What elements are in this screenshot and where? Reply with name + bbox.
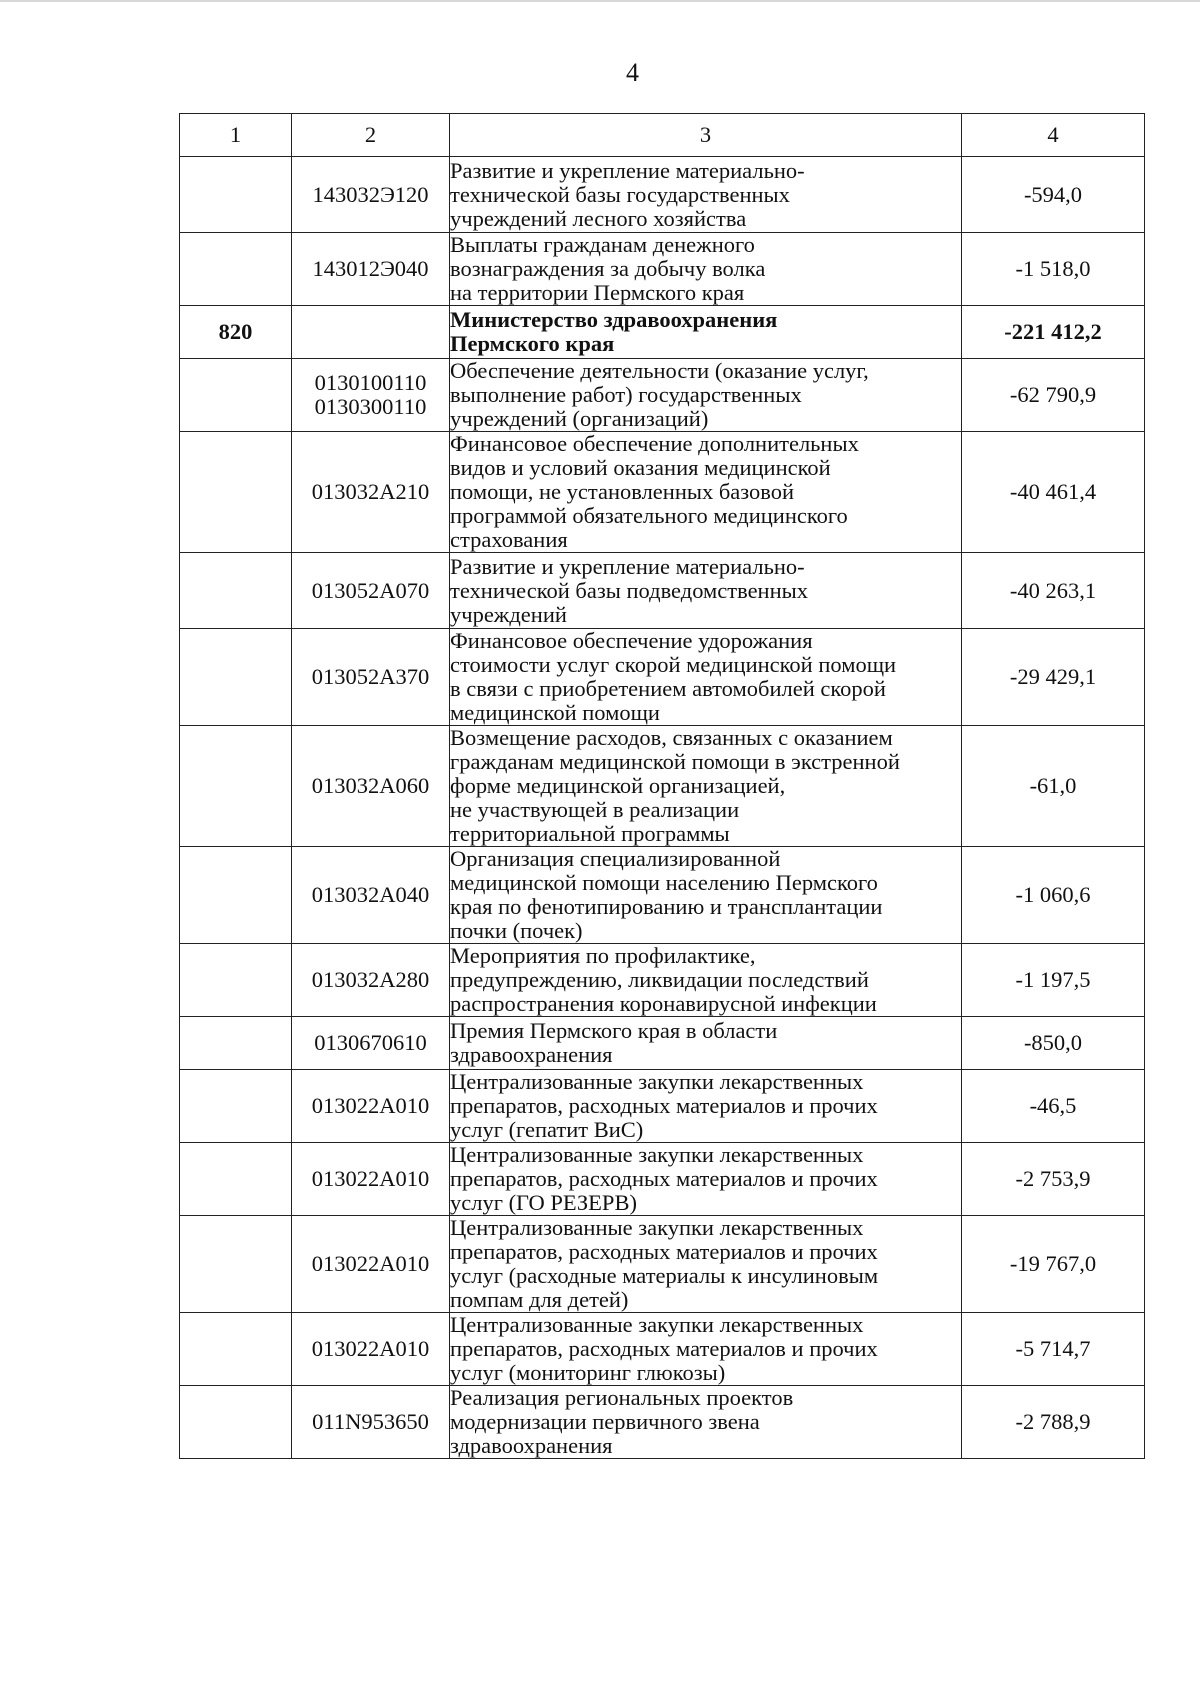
target-code-line: 143032Э120 [312, 181, 429, 207]
table-header-row [180, 114, 1145, 157]
description-line: учреждений лесного хозяйства [450, 205, 747, 231]
description-line: вознаграждения за добычу волка [450, 256, 766, 281]
target-code-line: 013052А070 [311, 577, 430, 603]
cell-ministry-code [180, 847, 292, 944]
cell-amount: -40 263,1 [962, 553, 1145, 629]
table-row [180, 847, 1145, 944]
description-line: Возмещение расходов, связанных с оказанием [450, 725, 893, 750]
description-line: почки (почек) [450, 918, 583, 943]
cell-target-code [292, 157, 450, 233]
description-line: гражданам медицинской помощи в экстренной [450, 749, 900, 774]
description-line: услуг (ГО РЕЗЕРВ) [450, 1190, 637, 1215]
cell-description [450, 553, 962, 629]
table-row [180, 1386, 1145, 1459]
cell-description [450, 1017, 962, 1070]
header-col-3: 3 [450, 114, 962, 157]
cell-amount: -62 790,9 [962, 359, 1145, 432]
target-code-line: 013032А060 [311, 773, 430, 798]
description-line: распространения коронавирусной инфекции [450, 991, 877, 1016]
table-body [180, 157, 1145, 1459]
description-line: Финансовое обеспечение удорожания [450, 628, 813, 653]
target-code-line: 013022А010 [311, 1093, 430, 1118]
target-code-line: 013032А280 [311, 967, 430, 992]
table-row [180, 1216, 1145, 1313]
cell-description [450, 1386, 962, 1459]
target-code-line: 013022А010 [311, 1166, 430, 1191]
cell-target-code [292, 726, 450, 847]
cell-ministry-code [180, 1017, 292, 1070]
description-line: предупреждению, ликвидации последствий [450, 967, 869, 992]
description-line: стоимости услуг скорой медицинской помощи [450, 652, 897, 677]
description-line: технической базы государственных [450, 181, 790, 207]
description-line: помпам для детей) [450, 1287, 629, 1312]
description-line: Развитие и укрепление материально- [450, 157, 805, 183]
target-code-line: 013032А040 [311, 882, 430, 907]
description-line: форме медицинской организацией, [450, 773, 786, 798]
top-edge-line [0, 0, 1200, 2]
description-line: на территории Пермского края [450, 280, 745, 305]
table-row [180, 432, 1145, 553]
cell-description [450, 1216, 962, 1313]
description-line: территориальной программы [450, 821, 730, 846]
target-code-line: 143012Э040 [312, 256, 429, 281]
description-line: Развитие и укрепление материально- [450, 553, 805, 579]
cell-amount: -1 197,5 [962, 944, 1145, 1017]
cell-ministry-code [180, 553, 292, 629]
description-line: препаратов, расходных материалов и прочих [450, 1239, 878, 1264]
cell-ministry-code: 820 [180, 306, 292, 359]
cell-amount: -61,0 [962, 726, 1145, 847]
table-row [180, 233, 1145, 306]
description-line: Мероприятия по профилактике, [450, 943, 756, 968]
cell-amount: -221 412,2 [962, 306, 1145, 359]
cell-ministry-code [180, 629, 292, 726]
cell-description [450, 1313, 962, 1386]
cell-description [450, 726, 962, 847]
target-code-line: 0130100110 [314, 370, 427, 395]
description-line: препаратов, расходных материалов и прочих [450, 1166, 878, 1191]
description-line: Централизованные закупки лекарственных [450, 1215, 864, 1240]
target-code-line: 013032А210 [311, 479, 430, 504]
cell-amount: -850,0 [962, 1017, 1145, 1070]
description-line: Выплаты гражданам денежного [450, 232, 755, 257]
cell-target-code [292, 629, 450, 726]
header-col-2: 2 [292, 114, 450, 157]
cell-target-code [292, 432, 450, 553]
description-line: учреждений (организаций) [450, 406, 709, 431]
description-line: услуг (мониторинг глюкозы) [450, 1360, 726, 1385]
description-line: в связи с приобретением автомобилей скорой [450, 676, 886, 701]
description-line: программой обязательного медицинского [450, 503, 848, 528]
description-line: видов и условий оказания медицинской [450, 455, 831, 480]
cell-description [450, 1143, 962, 1216]
cell-description [450, 359, 962, 432]
description-line: Обеспечение деятельности (оказание услуг, [450, 358, 869, 383]
cell-amount: -594,0 [962, 157, 1145, 233]
table-row [180, 1070, 1145, 1143]
cell-ministry-code [180, 944, 292, 1017]
cell-description [450, 944, 962, 1017]
cell-target-code [292, 1216, 450, 1313]
table-row [180, 553, 1145, 629]
cell-ministry-code [180, 1313, 292, 1386]
budget-table [179, 113, 1145, 1459]
cell-description [450, 1070, 962, 1143]
target-code-line: 011N953650 [312, 1409, 429, 1434]
cell-ministry-code [180, 1070, 292, 1143]
description-line: препаратов, расходных материалов и прочих [450, 1093, 878, 1118]
description-line: Централизованные закупки лекарственных [450, 1069, 864, 1094]
cell-ministry-code [180, 1143, 292, 1216]
description-line: помощи, не установленных базовой [450, 479, 795, 504]
description-line: выполнение работ) государственных [450, 382, 802, 407]
description-line: Реализация региональных проектов [450, 1385, 794, 1410]
description-line: услуг (гепатит ВиС) [450, 1117, 644, 1142]
cell-target-code [292, 1017, 450, 1070]
cell-amount: -1 060,6 [962, 847, 1145, 944]
cell-target-code [292, 359, 450, 432]
cell-amount: -5 714,7 [962, 1313, 1145, 1386]
description-line: услуг (расходные материалы к инсулиновым [450, 1263, 879, 1288]
table-row [180, 359, 1145, 432]
cell-amount: -40 461,4 [962, 432, 1145, 553]
cell-ministry-code [180, 359, 292, 432]
description-line: Премия Пермского края в области [450, 1018, 778, 1043]
cell-amount: -2 788,9 [962, 1386, 1145, 1459]
table-row [180, 629, 1145, 726]
description-line: страхования [450, 527, 568, 552]
cell-ministry-code [180, 1386, 292, 1459]
cell-target-code [292, 553, 450, 629]
page-number: 4 [626, 58, 639, 87]
cell-amount: -2 753,9 [962, 1143, 1145, 1216]
cell-ministry-code [180, 726, 292, 847]
description-line: Централизованные закупки лекарственных [450, 1142, 864, 1167]
cell-ministry-code [180, 432, 292, 553]
description-line: Пермского края [450, 331, 615, 356]
cell-amount: -19 767,0 [962, 1216, 1145, 1313]
target-code-line: 013052А370 [311, 664, 430, 689]
cell-amount: -29 429,1 [962, 629, 1145, 726]
cell-amount: -46,5 [962, 1070, 1145, 1143]
cell-description [450, 306, 962, 359]
description-line: медицинской помощи [450, 700, 660, 725]
cell-target-code [292, 944, 450, 1017]
description-line: Организация специализированной [450, 846, 781, 871]
table-row [180, 1017, 1145, 1070]
description-line: препаратов, расходных материалов и прочих [450, 1336, 878, 1361]
table-row [180, 1313, 1145, 1386]
cell-target-code [292, 1143, 450, 1216]
table-row [180, 1143, 1145, 1216]
table-row [180, 944, 1145, 1017]
cell-target-code [292, 233, 450, 306]
table-row [180, 306, 1145, 359]
cell-description [450, 847, 962, 944]
cell-description [450, 157, 962, 233]
cell-target-code [292, 847, 450, 944]
cell-target-code [292, 1313, 450, 1386]
target-code-line: 013022А010 [311, 1336, 430, 1361]
description-line: медицинской помощи населению Пермского [450, 870, 878, 895]
cell-ministry-code [180, 157, 292, 233]
cell-target-code [292, 1070, 450, 1143]
description-line: Министерство здравоохранения [450, 307, 778, 332]
description-line: края по фенотипированию и трансплантации [450, 894, 883, 919]
description-line: модернизации первичного звена [450, 1409, 760, 1434]
description-line: здравоохранения [450, 1433, 613, 1458]
table-row [180, 157, 1145, 233]
target-code-line: 0130670610 [314, 1030, 427, 1055]
cell-description [450, 233, 962, 306]
cell-target-code [292, 306, 450, 359]
header-col-4: 4 [962, 114, 1145, 157]
description-line: Централизованные закупки лекарственных [450, 1312, 864, 1337]
description-line: Финансовое обеспечение дополнительных [450, 431, 859, 456]
cell-ministry-code [180, 1216, 292, 1313]
cell-description [450, 629, 962, 726]
cell-amount: -1 518,0 [962, 233, 1145, 306]
cell-description [450, 432, 962, 553]
cell-ministry-code [180, 233, 292, 306]
target-code-line: 013022А010 [311, 1251, 430, 1276]
cell-target-code [292, 1386, 450, 1459]
target-code-line: 0130300110 [314, 394, 427, 419]
description-line: не участвующей в реализации [450, 797, 740, 822]
description-line: здравоохранения [450, 1042, 613, 1067]
description-line: технической базы подведомственных [450, 577, 809, 603]
table-row [180, 726, 1145, 847]
header-col-1: 1 [180, 114, 292, 157]
description-line: учреждений [450, 601, 567, 627]
